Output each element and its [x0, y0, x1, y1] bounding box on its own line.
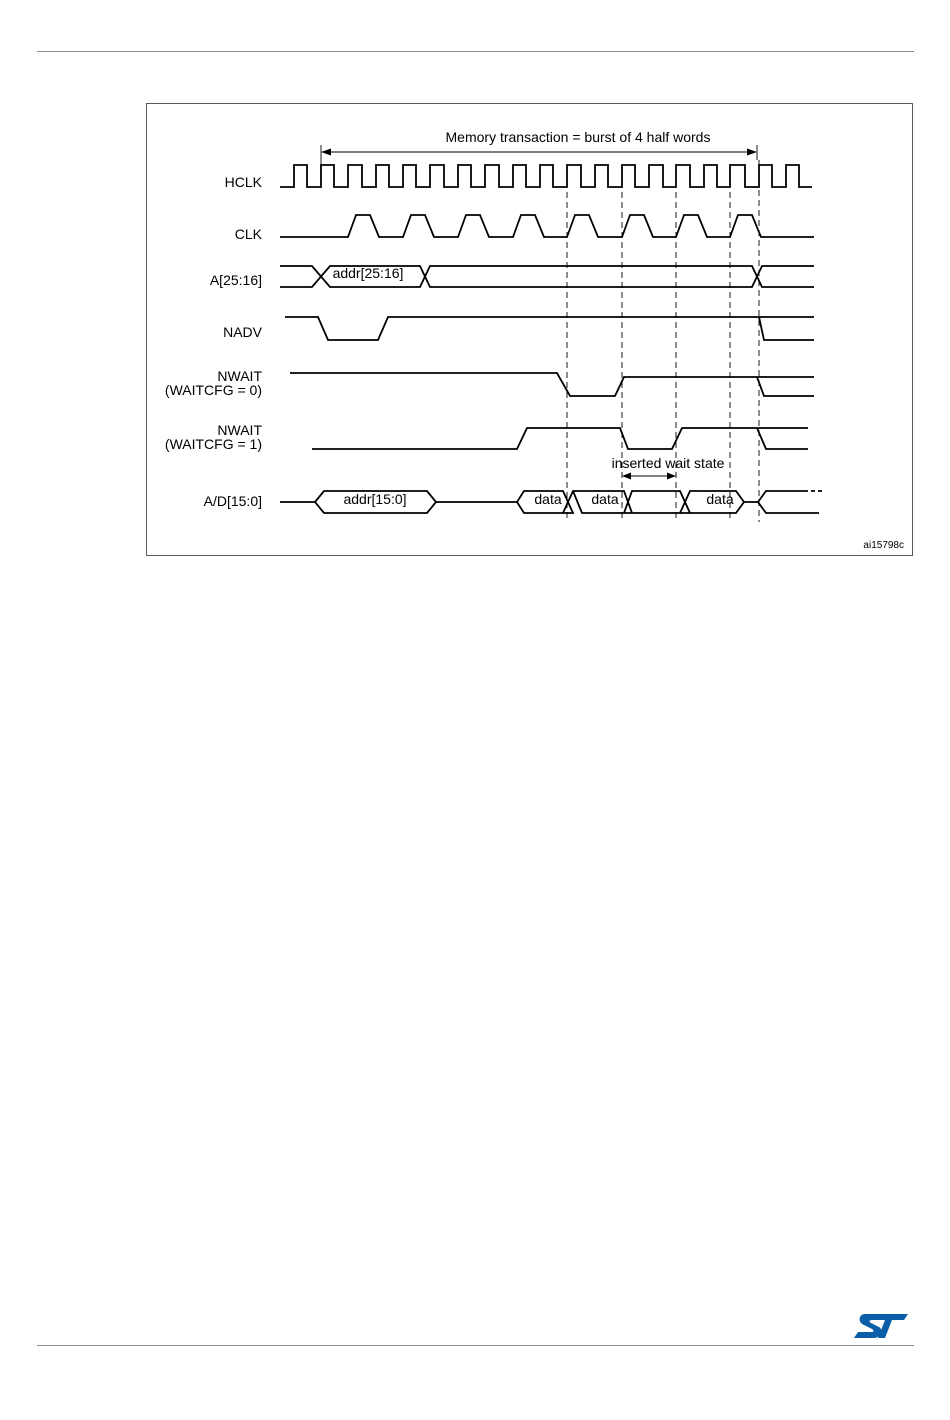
label-a-high: A[25:16] — [209, 272, 262, 288]
ad-data-1: data — [534, 491, 562, 507]
label-hclk: HCLK — [224, 174, 262, 190]
label-nadv: NADV — [223, 324, 262, 340]
label-ad: A/D[15:0] — [203, 493, 262, 509]
label-nwait0: NWAIT — [217, 368, 262, 384]
nwait0-waveform — [290, 373, 814, 396]
st-logo-icon — [852, 1312, 910, 1340]
wait-state-arrow — [622, 473, 676, 480]
transaction-span-arrow — [321, 145, 757, 160]
label-nwait1: NWAIT — [217, 422, 262, 438]
transaction-annotation: Memory transaction = burst of 4 half words — [445, 129, 711, 145]
a-high-bus-value: addr[25:16] — [332, 265, 404, 281]
footer-rule — [37, 1345, 914, 1346]
ad-addr-value: addr[15:0] — [343, 491, 407, 507]
nwait1-waveform — [312, 428, 808, 449]
figure-id: ai15798c — [863, 540, 904, 551]
ad-data-2: data — [591, 491, 619, 507]
label-clk: CLK — [234, 226, 262, 242]
nadv-waveform — [285, 317, 814, 340]
clk-waveform — [280, 215, 814, 237]
label-nwait0-cfg: (WAITCFG = 0) — [164, 382, 262, 398]
wait-state-annotation: inserted wait state — [611, 455, 725, 471]
label-nwait1-cfg: (WAITCFG = 1) — [164, 436, 262, 452]
hclk-waveform — [280, 165, 812, 187]
ad-data-3: data — [706, 491, 734, 507]
